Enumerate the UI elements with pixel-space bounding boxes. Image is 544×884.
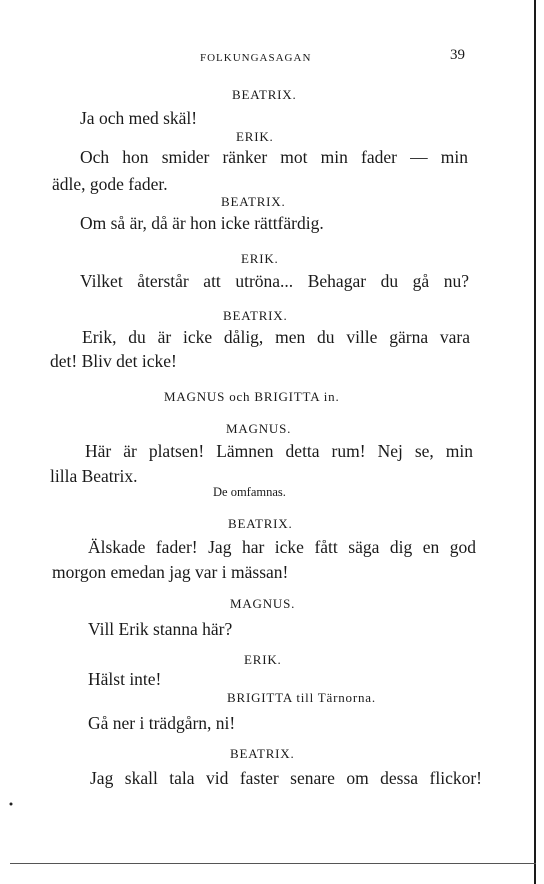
stage-entrance: MAGNUS och BRIGITTA in. xyxy=(164,389,340,404)
dialogue-line: Vilket återstår att utröna... Behagar du gå nu? xyxy=(80,271,469,291)
running-title: FOLKUNGASAGAN xyxy=(200,52,312,64)
page-number: 39 xyxy=(450,47,465,63)
speaker-beatrix: BEATRIX. xyxy=(230,746,295,761)
dialogue-line: Gå ner i trädgårn, ni! xyxy=(88,713,236,733)
dialogue-line: Vill Erik stanna här? xyxy=(88,619,233,639)
speaker-magnus: MAGNUS. xyxy=(226,421,292,436)
page-edge-bottom xyxy=(10,863,536,864)
speaker-erik: ERIK. xyxy=(241,251,279,266)
speaker-beatrix: BEATRIX. xyxy=(221,194,286,209)
dialogue-line: ädle, gode fader. xyxy=(52,174,168,194)
speaker-magnus: MAGNUS. xyxy=(230,596,296,611)
dialogue-line: Jag skall tala vid faster senare om dessa flickor! xyxy=(90,768,482,788)
speaker-erik: ERIK. xyxy=(244,652,282,667)
dialogue-line: Om så är, då är hon icke rättfärdig. xyxy=(80,213,324,233)
dialogue-line: det! Bliv det icke! xyxy=(50,351,177,371)
dialogue-line: Hälst inte! xyxy=(88,669,162,689)
dialogue-line: lilla Beatrix. xyxy=(50,466,138,486)
dialogue-line: Älskade fader! Jag har icke fått säga dig en god xyxy=(88,537,476,557)
dialogue-line: Här är platsen! Lämnen detta rum! Nej se, min xyxy=(85,441,473,461)
dialogue-line: morgon emedan jag var i mässan! xyxy=(52,562,289,582)
speaker-beatrix: BEATRIX. xyxy=(223,308,288,323)
speaker-brigitta: BRIGITTA till Tärnorna. xyxy=(227,690,376,705)
speaker-erik: ERIK. xyxy=(236,129,274,144)
speaker-beatrix: BEATRIX. xyxy=(232,87,297,102)
page-edge-right xyxy=(534,0,536,884)
dialogue-line: Erik, du är icke dålig, men du ville gärna vara xyxy=(82,327,470,347)
dialogue-line: Ja och med skäl! xyxy=(80,108,198,128)
speaker-beatrix: BEATRIX. xyxy=(228,516,293,531)
dialogue-line: Och hon smider ränker mot min fader — min xyxy=(80,147,468,167)
stage-direction: De omfamnas. xyxy=(213,485,286,499)
speck-mark xyxy=(8,800,14,808)
